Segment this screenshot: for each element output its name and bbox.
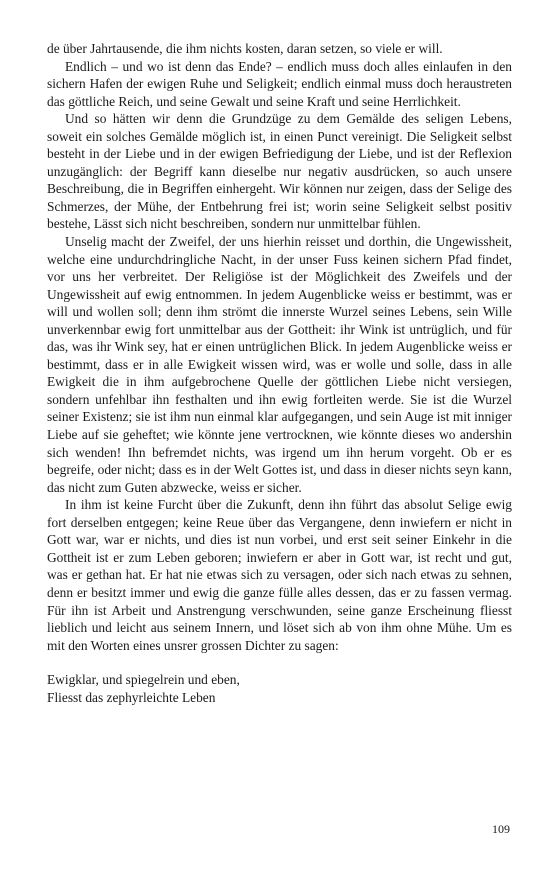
paragraph-continued: de über Jahrtausende, die ihm nichts kosten, daran setzen, so viele er will. [47,41,443,56]
poem-line: Ewigklar, und spiegelrein und eben, [47,672,240,688]
paragraph: Und so hätten wir denn die Grundzüge zu dem Gemälde des seligen Lebens, soweit ein solches Gemälde möglich ist, in einen Punct vereinigt. Die Seligkeit selbst besteht in der Liebe und in der ewigen Befriedigung der Liebe, und ist der Reflexion unzugänglich: der Begriff kann dieselbe nur negativ ausdrücken, so auch unsere Beschreibung, die in Begriffen einhergeht. Wir können nur zeigen, dass der Selige des Schmerzes, der Mühe, der Entbehrung frei ist; worin seine Seligkeit selbst positiv bestehe, Lässt sich nicht beschreiben, sondern nur unmittelbar fühlen. [47,111,512,232]
poem-quote [47,671,512,706]
paragraph: In ihm ist keine Furcht über die Zukunft, denn ihn führt das absolut Selige ewig fort derselben entgegen; keine Reue über das Vergangene, denn inwiefern er nicht in Gott war, war er nichts, und dies ist nun vorbei, und erst seit seiner Einkehr in die Gottheit ist er zum Leben geboren; inwiefern er aber in Gott war, ist recht und gut, was er gethan hat. Er hat nie etwas sich zu versagen, oder sich nach etwas zu sehnen, denn er besitzt immer und ewig die ganze fülle alles dessen, das er zu fassen vermag. Für ihn ist Arbeit und Anstrengung verschwunden, seine ganze Erscheinung fliesst lieblich und leicht aus seinem Innern, und löset sich ab von ihm ohne Mühe. Um es mit den Worten eines unsrer grossen Dichter zu sagen: [47,497,512,653]
paragraph: Endlich – und wo ist denn das Ende? – endlich muss doch alles einlaufen in den sichern Hafen der ewigen Ruhe und Seligkeit; endlich einmal muss doch heraustreten das göttliche Reich, und seine Gewalt und seine Kraft und seine Herrlichkeit. [47,58,512,109]
paragraph: Unselig macht der Zweifel, der uns hierhin reisset und dorthin, die Ungewissheit, welche eine undurchdringliche Nacht, in der unser Fuss keinen sichern Pfad findet, vor uns her verbreitet. Der Religiöse ist der Möglichkeit des Zweifels und der Ungewissheit auf ewig entnommen. In jedem Augenblicke weiss er bestimmt, was er will und wollen soll; denn ihm strömt die innerste Wurzel seines Lebens, sein Wille unverkennbar ewig fort unmittelbar aus der Gottheit: ihr Wink ist untrüglich, und für das, was ihr Wink sey, hat er einen untrüglichen Blick. In jedem Augenblicke weiss er bestimmt, dass er in alle Ewigkeit wissen wird, was er wolle und solle, dass in alle Ewigkeit die in ihm aufgebrochene Quelle der göttlichen Liebe nicht versiegen, sondern unfehlbar ihn festhalten und ihn ewig fortleiten werde. Sie ist die Wurzel seiner Existenz; sie ist ihm nun einmal klar aufgegangen, und sein Auge ist mit inniger Liebe auf sie geheftet; wie könnte jene vertrocknen, wie könnte dieses wo andershin sich wenden! Ihn befremdet nichts, was irgend um ihn herum vorgeht. Ob er es begreife, oder nicht; dass es in der Welt Gottes ist, und dass in dieser nichts seyn kann, das nicht zum Guten abzwecke, weiss er sicher. [47,234,512,495]
page-body [47,40,512,706]
poem-line: Fliesst das zephyrleichte Leben [47,689,216,705]
page-number: 109 [492,822,510,836]
